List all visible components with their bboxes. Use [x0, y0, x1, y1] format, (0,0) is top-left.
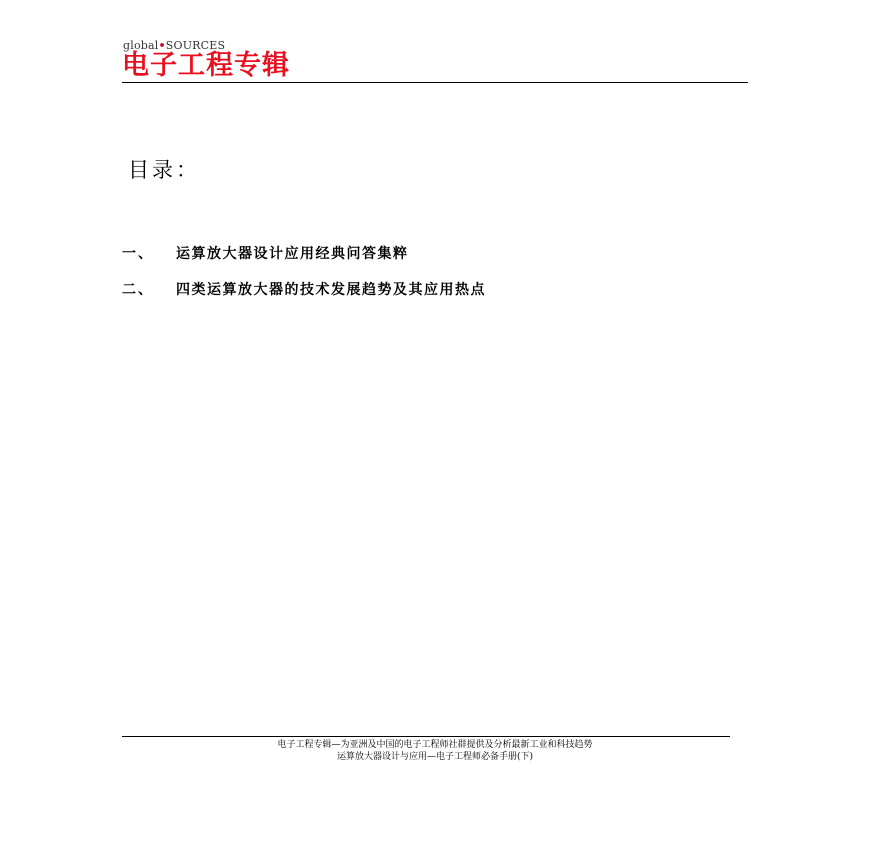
toc-item-number: 二、 — [122, 282, 154, 298]
footer-tagline: 电子工程专辑—为亚洲及中国的电子工程师社群提供及分析最新工业和科技趋势 — [277, 740, 593, 750]
toc-item — [122, 244, 486, 264]
footer-divider — [122, 736, 730, 737]
logo-word-global: global — [123, 39, 159, 52]
logo-word-sources: SOURCES — [165, 39, 226, 52]
header-divider — [122, 82, 748, 83]
toc-item-title: 四类运算放大器的技术发展趋势及其应用热点 — [176, 282, 486, 298]
logo-dot: • — [158, 39, 166, 52]
toc-heading: 目录： — [128, 158, 200, 182]
publication-title: 电子工程专辑 — [122, 50, 290, 81]
toc-item-title: 运算放大器设计应用经典问答集粹 — [176, 246, 409, 262]
toc-item-number: 一、 — [122, 246, 154, 262]
toc-list — [122, 244, 486, 316]
footer-book-title: 运算放大器设计与应用—电子工程师必备手册(下) — [336, 752, 534, 762]
toc-item — [122, 280, 486, 300]
